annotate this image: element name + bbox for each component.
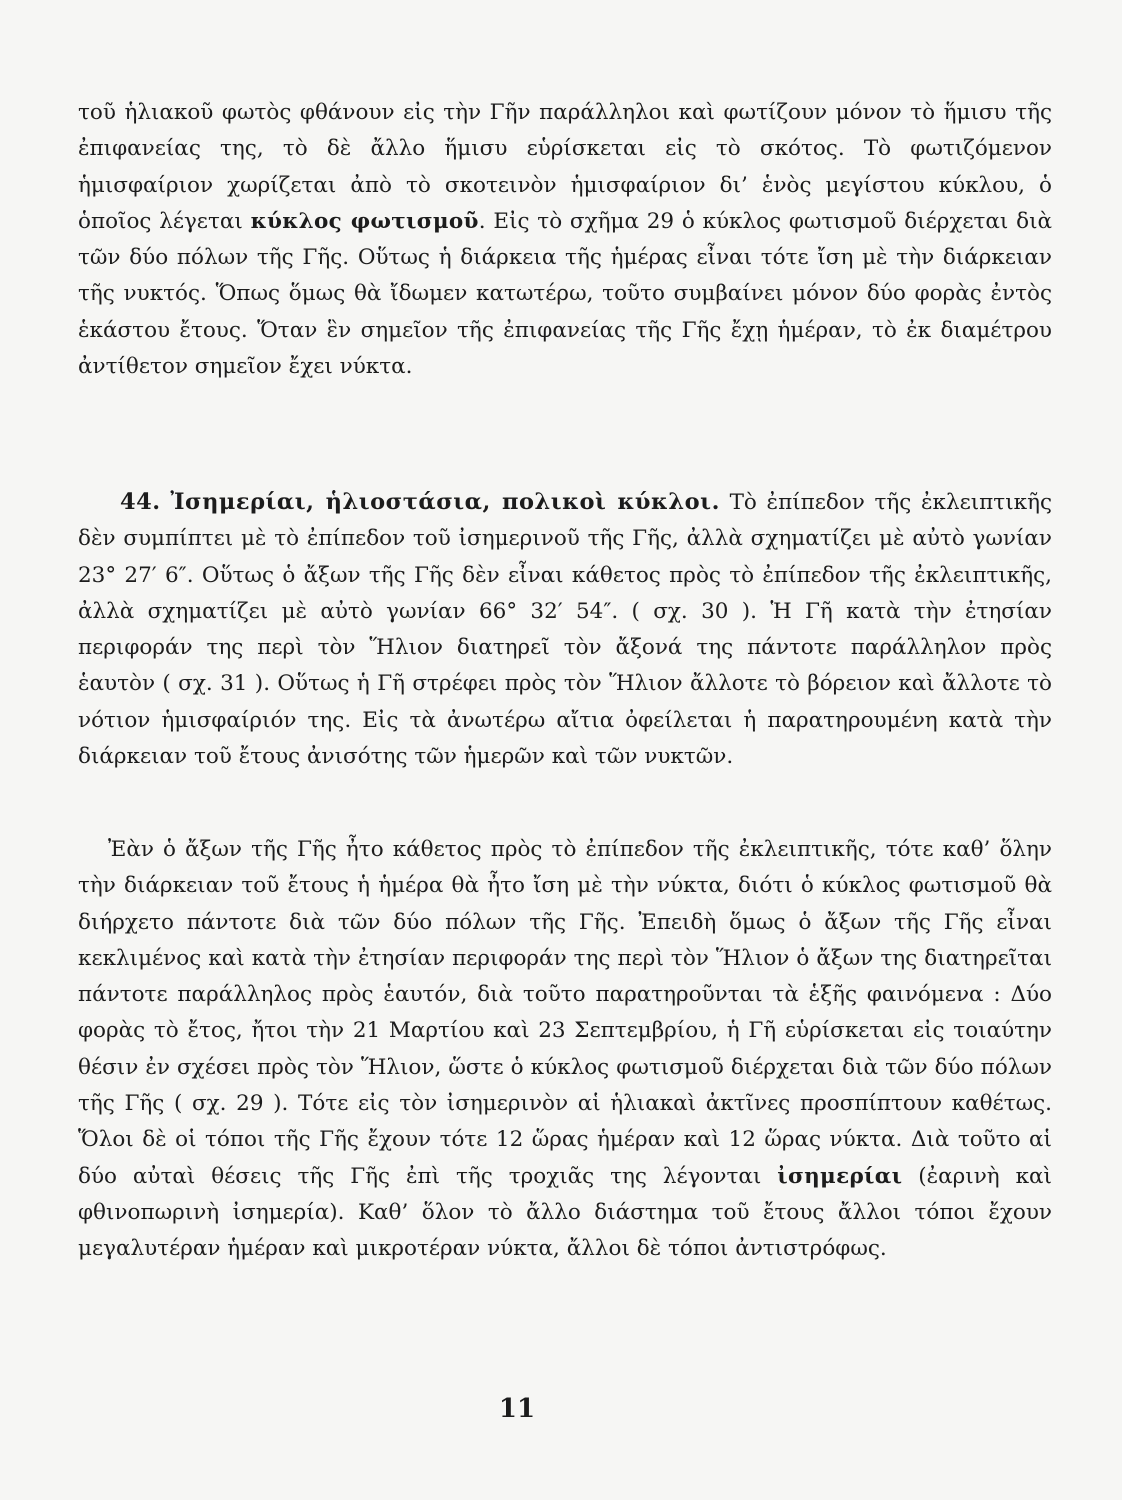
page-number: 11 — [498, 1394, 536, 1424]
paragraph-3-text-b: (ἐαρινὴ καὶ φθινοπωρινὴ ἰσημερία). Καθ’ ὅλον τὸ ἄλλο διάστημα τοῦ ἔτους ἄλλοι τόποι ἔχουν μεγαλυτέραν ἡμέραν καὶ μικροτέραν νύκτα, ἄλλοι δὲ τόποι ἀντιστρόφως. — [78, 1163, 1052, 1262]
section-number: 44. — [120, 489, 161, 515]
paragraph-3-text-a: Ἐὰν ὁ ἄξων τῆς Γῆς ἦτο κάθετος πρὸς τὸ ἐπίπεδον τῆς ἐκλειπτικῆς, τότε καθ’ ὅλην τὴν διάρκειαν τοῦ ἔτους ἡ ἡμέρα θὰ ἦτο ἴση μὲ τὴν νύκτα, διότι ὁ κύκλος φωτισμοῦ θὰ διήρχετο πάντοτε διὰ τῶν δύο πόλων τῆς Γῆς. Ἐπειδὴ ὅμως ὁ ἄξων τῆς Γῆς εἶναι κεκλιμένος καὶ κατὰ τὴν ἐτησίαν περιφοράν της περὶ τὸν Ἥλιον ὁ ἄξων της διατηρεῖται πάντοτε παράλληλος πρὸς ἑαυτόν, διὰ τοῦτο παρατηροῦνται τὰ ἑξῆς φαινόμενα : Δύο φορὰς τὸ ἔτος, ἤτοι τὴν 21 Μαρτίου καὶ 23 Σεπτεμβρίου, ἡ Γῆ εὑρίσκεται εἰς τοιαύτην θέσιν ἐν σχέσει πρὸς τὸν Ἥλιον, ὥστε ὁ κύκλος φωτισμοῦ διέρχεται διὰ τῶν δύο πόλων τῆς Γῆς ( σχ. 29 ). Τότε εἰς τὸν ἰσημερινὸν αἱ ἡλιακαὶ ἀκτῖνες προσπίπτουν καθέτως. Ὅλοι δὲ οἱ τόποι τῆς Γῆς ἔχουν τότε 12 ὥρας ἡμέραν καὶ 12 ὥρας νύκτα. Διὰ τοῦτο αἱ δύο αὐταὶ θέσεις τῆς Γῆς ἐπὶ τῆς τροχιᾶς της λέγονται — [78, 837, 1052, 1189]
section-44 — [78, 484, 1052, 775]
section-44-paragraph — [78, 484, 1052, 775]
paragraph-equinoxes — [78, 832, 1052, 1268]
paragraph-1-text-b: . Εἰς τὸ σχῆμα 29 ὁ κύκλος φωτισμοῦ διέρχεται διὰ τῶν δύο πόλων τῆς Γῆς. Οὕτως ἡ διάρκεια τῆς ἡμέρας εἶναι τότε ἴση μὲ τὴν διάρκειαν τῆς νυκτός. Ὅπως ὅμως θὰ ἴδωμεν κατωτέρω, τοῦτο συμβαίνει μόνον δύο φορὰς ἐντὸς ἑκάστου ἔτους. Ὅταν ἓν σημεῖον τῆς ἐπιφανείας τῆς Γῆς ἔχῃ ἡμέραν, τὸ ἐκ διαμέτρου ἀντίθετον σημεῖον ἔχει νύκτα. — [78, 208, 1053, 380]
paragraph-1-text-a: τοῦ ἡλιακοῦ φωτὸς φθάνουν εἰς τὴν Γῆν παράλληλοι καὶ φωτίζουν μόνον τὸ ἥμισυ τῆς ἐπιφανείας της, τὸ δὲ ἄλλο ἥμισυ εὑρίσκεται εἰς τὸ σκότος. Τὸ φωτιζόμενον ἡμισφαίριον χωρίζεται ἀπὸ τὸ σκοτεινὸν ἡμισφαίριον δι’ ἑνὸς μεγίστου κύκλου, ὁ ὁποῖος λέγεται — [78, 100, 1052, 234]
section-44-text: Τὸ ἐπίπεδον τῆς ἐκλειπτικῆς δὲν συμπίπτει μὲ τὸ ἐπίπεδον τοῦ ἰσημερινοῦ τῆς Γῆς, ἀλλὰ σχηματίζει μὲ αὐτὸ γωνίαν 23° 27′ 6″. Οὕτως ὁ ἄξων τῆς Γῆς δὲν εἶναι κάθετος πρὸς τὸ ἐπίπεδον τῆς ἐκλειπτικῆς, ἀλλὰ σχηματίζει μὲ αὐτὸ γωνίαν 66° 32′ 54″. ( σχ. 30 ). Ἡ Γῆ κατὰ τὴν ἐτησίαν περιφοράν της περὶ τὸν Ἥλιον διατηρεῖ τὸν ἄξονά της πάντοτε παράλληλον πρὸς ἑαυτὸν ( σχ. 31 ). Οὕτως ἡ Γῆ στρέφει πρὸς τὸν Ἥλιον ἄλλοτε τὸ βόρειον καὶ ἄλλοτε τὸ νότιον ἡμισφαίριόν της. Εἰς τὰ ἀνωτέρω αἴτια ὀφείλεται ἡ παρατηρουμένη κατὰ τὴν διάρκειαν τοῦ ἔτους ἀνισότης τῶν ἡμερῶν καὶ τῶν νυκτῶν. — [78, 490, 1052, 770]
paragraph-continuation — [78, 95, 1052, 385]
paragraph-3 — [78, 832, 1052, 1268]
term-isimeriai: ἰσημερίαι — [777, 1163, 903, 1189]
paragraph-1 — [78, 95, 1052, 385]
term-kyklos-fotismou: κύκλος φωτισμοῦ — [250, 208, 479, 234]
section-title: Ἰσημερίαι, ἡλιοστάσια, πολικοὶ κύκλοι. — [170, 489, 720, 515]
